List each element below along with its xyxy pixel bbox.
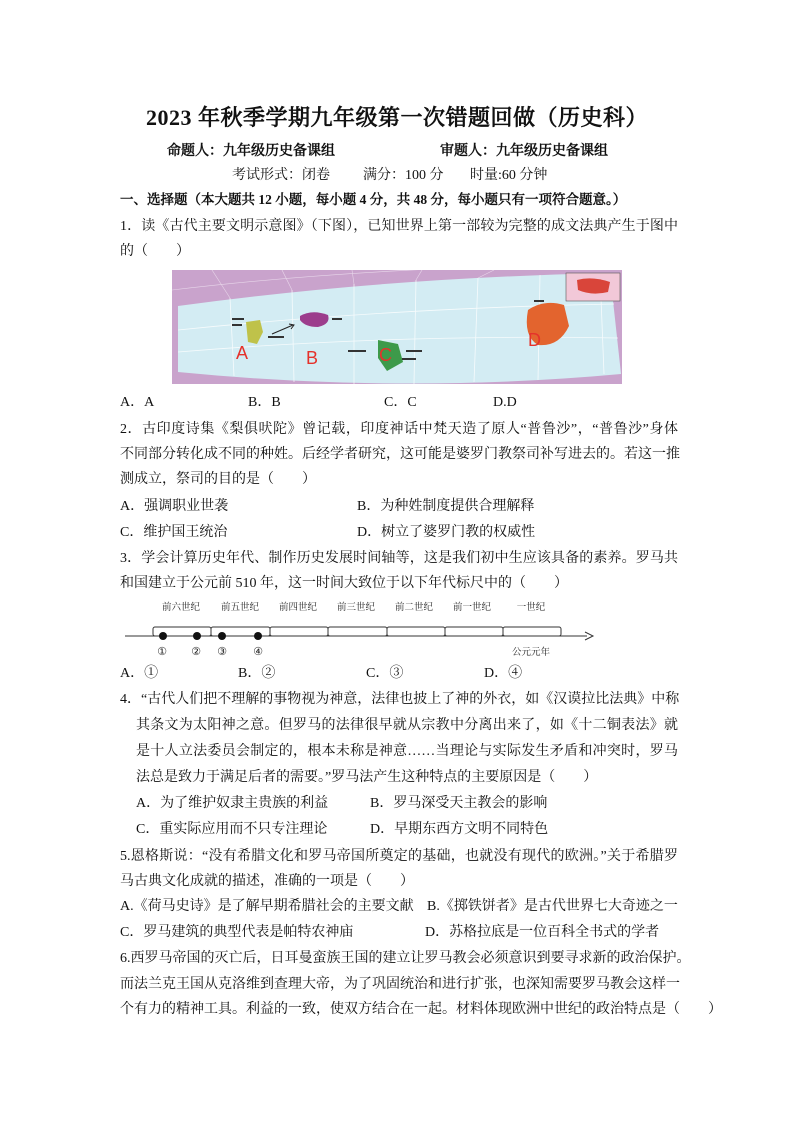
question-2-option-a: A．强调职业世袭 [120,499,229,514]
timeline-segment [387,627,445,636]
timeline-point-label: ② [191,645,201,658]
timeline-point-label: ① [157,645,167,658]
timeline-point [193,632,201,640]
timeline-century-label: 前三世纪 [336,602,376,613]
question-4-option-c: C．重实际应用而不只专注理论 [136,822,328,837]
map-label-a: A [236,343,249,363]
ancient-civilizations-map [172,270,622,384]
map-label-d: D [528,330,541,350]
question-3-line: 和国建立于公元前 510 年，这一时间大致位于以下年代标尺中的（ ） [120,576,568,591]
exam-title: 2023 年秋季学期九年级第一次错题回做（历史科） [145,105,648,130]
timeline-segment [328,627,387,636]
section-heading: 一、选择题（本大题共 12 小题，每小题 4 分，共 48 分，每小题只有一项符合题意。） [120,192,627,207]
question-5-line: 5.恩格斯说：“没有希腊文化和罗马帝国所奠定的基础，也就没有现代的欧洲。”关于希腊罗 [120,849,678,864]
timeline-point-label: ③ [217,645,227,658]
question-2-option-d: D．树立了婆罗门教的权威性 [357,525,536,540]
question-5-option-b: B.《掷铁饼者》是古代世界七大奇迹之一 [427,899,678,914]
question-2-option-c: C．维护国王统治 [120,525,228,540]
question-5-option-d: D．苏格拉底是一位百科全书式的学者 [425,925,660,940]
question-2-line: 不同部分转化成不同的种姓。后经学者研究，这可能是婆罗门教祭司补写进去的。若这一推 [120,447,680,462]
question-4-line: 4．“古代人们把不理解的事物视为神意，法律也披上了神的外衣，如《汉谟拉比法典》中称 [120,692,680,707]
question-2-line: 测成立，祭司的目的是（ ） [120,472,316,487]
timeline-century-label: 前五世纪 [220,602,260,613]
question-1-option-d: D.D [493,395,517,410]
question-6-line: 6.西罗马帝国的灭亡后，日耳曼蛮族王国的建立让罗马教会必须意识到要寻求新的政治保护。 [120,951,691,966]
timeline-century-label: 前二世纪 [394,602,434,613]
exam-format: 考试形式：闭卷 [232,168,330,183]
question-3-option-d: D．④ [484,666,523,681]
duration: 时量:60 分钟 [470,168,548,183]
question-3-option-b: B．② [238,666,276,681]
timeline-point [159,632,167,640]
timeline-century-label: 前四世纪 [278,602,318,613]
question-1-option-b: B．B [248,395,281,410]
question-4-line: 法总是致力于满足后者的需要。”罗马法产生这种特点的主要原因是（ ） [136,770,598,785]
question-2-line: 2．古印度诗集《梨俱吠陀》曾记载，印度神话中梵天造了原人“普鲁沙”，“普鲁沙”身体 [120,422,678,437]
question-6-line: 而法兰克王国从克洛维到查理大帝，为了巩固统治和进行扩张，也深知需要罗马教会这样一 [120,977,680,992]
question-1-option-c: C．C [384,395,417,410]
map-label-b: B [306,348,319,368]
question-4-option-d: D．早期东西方文明不同特色 [370,822,549,837]
question-5-option-a: A.《荷马史诗》是了解早期希腊社会的主要文献 [120,899,414,914]
question-1-option-a: A．A [120,395,155,410]
question-3-line: 3．学会计算历史年代、制作历史发展时间轴等，这是我们初中生应该具备的素养。罗马共 [120,551,678,566]
question-5-line: 马古典文化成就的描述，准确的一项是（ ） [120,874,414,889]
question-1-line: 1．读《古代主要文明示意图》（下图），已知世界上第一部较为完整的成文法典产生于图中 [120,219,678,234]
map-inset [566,273,620,301]
map-label-c: C [379,345,392,365]
question-5-option-c: C．罗马建筑的典型代表是帕特农神庙 [120,925,354,940]
timeline-point [218,632,226,640]
timeline-point [254,632,262,640]
timeline-century-label: 一世纪 [516,602,546,613]
timeline-era-label: 公元元年 [511,647,551,658]
timeline-segment [503,627,561,636]
timeline-century-label: 前六世纪 [161,602,201,613]
timeline-segment [445,627,503,636]
timeline-ruler [120,596,596,662]
reviewer-label: 审题人：九年级历史备课组 [440,144,608,159]
question-3-option-c: C．③ [366,666,404,681]
question-4-line: 其条文为太阳神之意。但罗马的法律很早就从宗教中分离出来了，如《十二铜表法》就 [136,718,678,733]
question-4-option-a: A．为了维护奴隶主贵族的利益 [136,796,329,811]
timeline-point-label: ④ [253,645,263,658]
timeline-century-label: 前一世纪 [452,602,492,613]
question-4-line: 是十人立法委员会制定的，根本未称是神意……当理论与实际发生矛盾和冲突时，罗马 [136,744,678,759]
full-score: 满分：100 分 [363,168,444,183]
timeline-segment [270,627,328,636]
setter-label: 命题人：九年级历史备课组 [167,144,335,159]
question-4-option-b: B．罗马深受天主教会的影响 [370,796,548,811]
question-6-line: 个有力的精神工具。利益的一致，使双方结合在一起。材料体现欧洲中世纪的政治特点是（ ） [120,1002,722,1017]
question-2-option-b: B．为种姓制度提供合理解释 [357,499,535,514]
question-1-line: 的（ ） [120,244,190,259]
question-3-option-a: A．① [120,666,159,681]
